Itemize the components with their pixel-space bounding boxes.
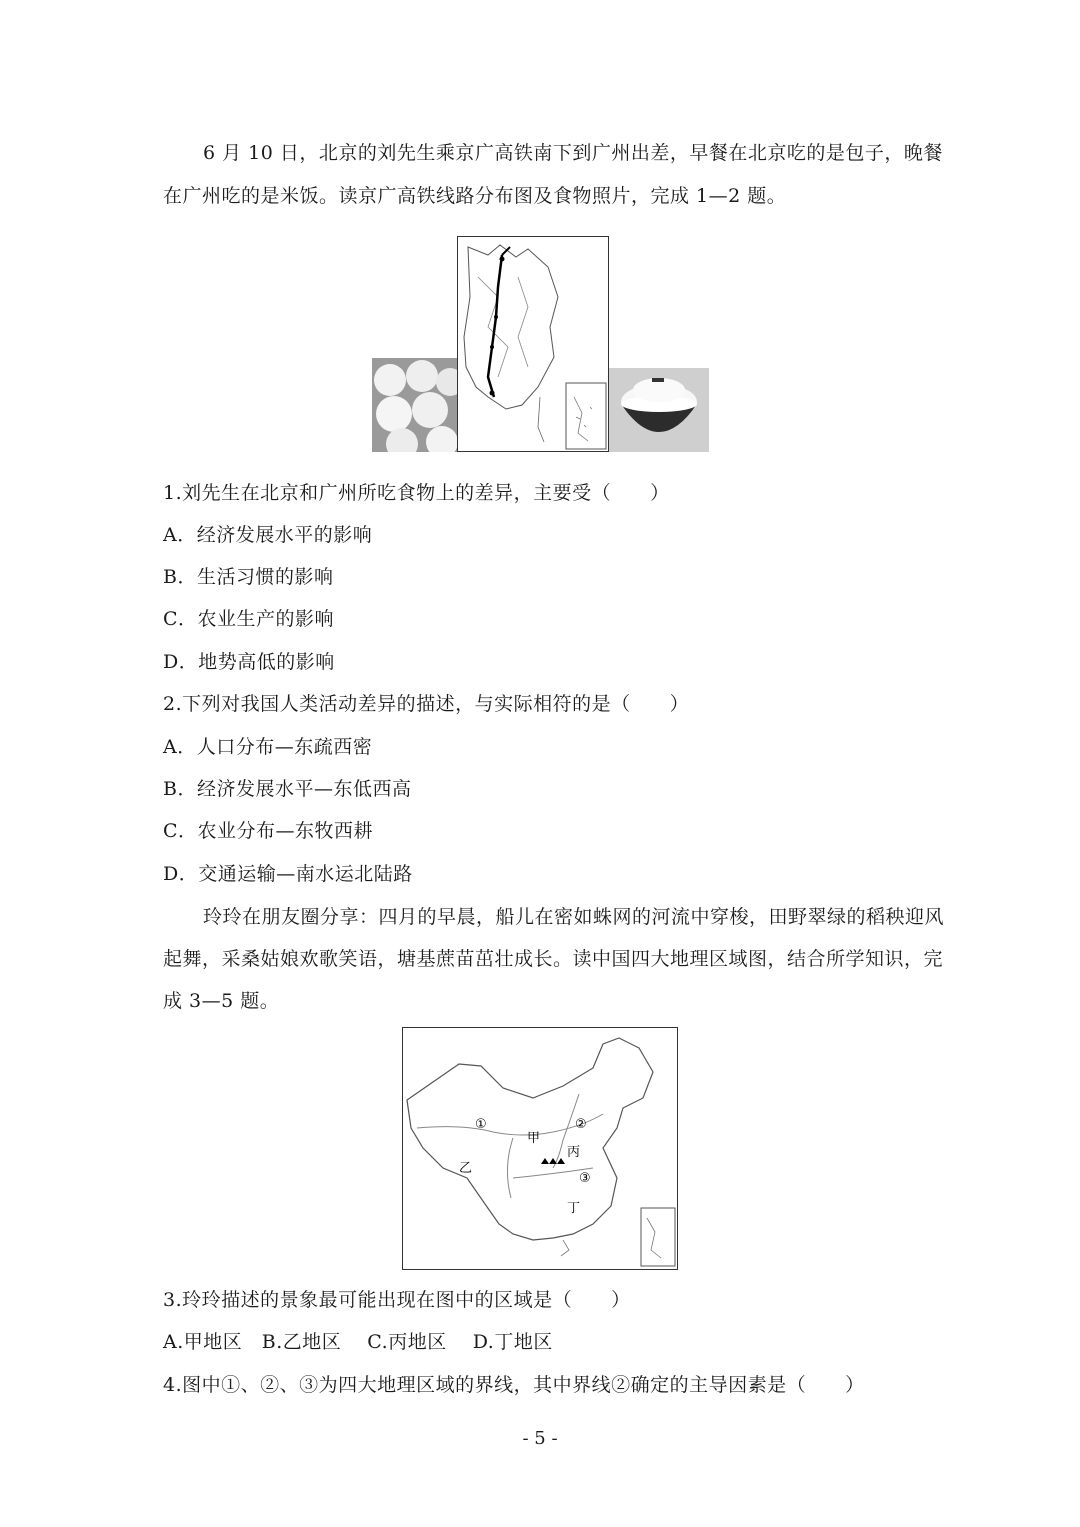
intro1-line1: 6 月 10 日，北京的刘先生乘京广高铁南下到广州出差，早餐在北京吃的是包子，晚餐 [203, 142, 943, 164]
region-yi-label: 乙 [459, 1161, 473, 1176]
q2-option-c: C．农业分布—东牧西耕 [163, 820, 374, 842]
beijing-guangzhou-railway-map [457, 236, 609, 452]
q2-option-b: B．经济发展水平—东低西高 [163, 778, 412, 800]
intro1-line2: 在广州吃的是米饭。读京广高铁线路分布图及食物照片，完成 1—2 题。 [163, 185, 787, 207]
intro2-line3: 成 3—5 题。 [163, 990, 280, 1012]
intro2-line2: 起舞，采桑姑娘欢歌笑语，塘基蔗苗茁壮成长。读中国四大地理区域图，结合所学知识，完 [163, 948, 944, 970]
q1-option-d: D．地势高低的影响 [163, 651, 335, 673]
rice-photo [609, 368, 709, 452]
china-four-regions-map [402, 1027, 678, 1270]
page-number: - 5 - [522, 1428, 558, 1449]
boundary-2-label: ② [575, 1117, 587, 1132]
q1-stem: 1.刘先生在北京和广州所吃食物上的差异，主要受（ ） [163, 482, 670, 504]
q1-option-c: C．农业生产的影响 [163, 608, 335, 630]
q3-stem: 3.玲玲描述的景象最可能出现在图中的区域是（ ） [163, 1289, 631, 1311]
region-bing-label: 丙 [567, 1145, 581, 1160]
q4-stem: 4.图中①、②、③为四大地理区域的界线，其中界线②确定的主导因素是（ ） [163, 1374, 865, 1396]
q1-option-a: A．经济发展水平的影响 [163, 524, 373, 546]
q2-option-d: D．交通运输—南水运北陆路 [163, 863, 413, 885]
figure-railway-and-food [372, 236, 710, 454]
q2-option-a: A．人口分布—东疏西密 [163, 736, 373, 758]
q2-stem: 2.下列对我国人类活动差异的描述，与实际相符的是（ ） [163, 693, 690, 715]
region-ding-label: 丁 [567, 1201, 581, 1216]
intro2-line1: 玲玲在朋友圈分享：四月的早晨，船儿在密如蛛网的河流中穿梭，田野翠绿的稻秧迎风 [203, 906, 945, 928]
boundary-1-label: ① [475, 1117, 487, 1132]
q1-option-b: B．生活习惯的影响 [163, 566, 334, 588]
q3-options: A.甲地区 B.乙地区 C.丙地区 D.丁地区 [163, 1331, 553, 1353]
region-jia-label: 甲 [527, 1131, 541, 1146]
buns-photo [372, 358, 458, 452]
boundary-3-label: ③ [579, 1171, 591, 1186]
